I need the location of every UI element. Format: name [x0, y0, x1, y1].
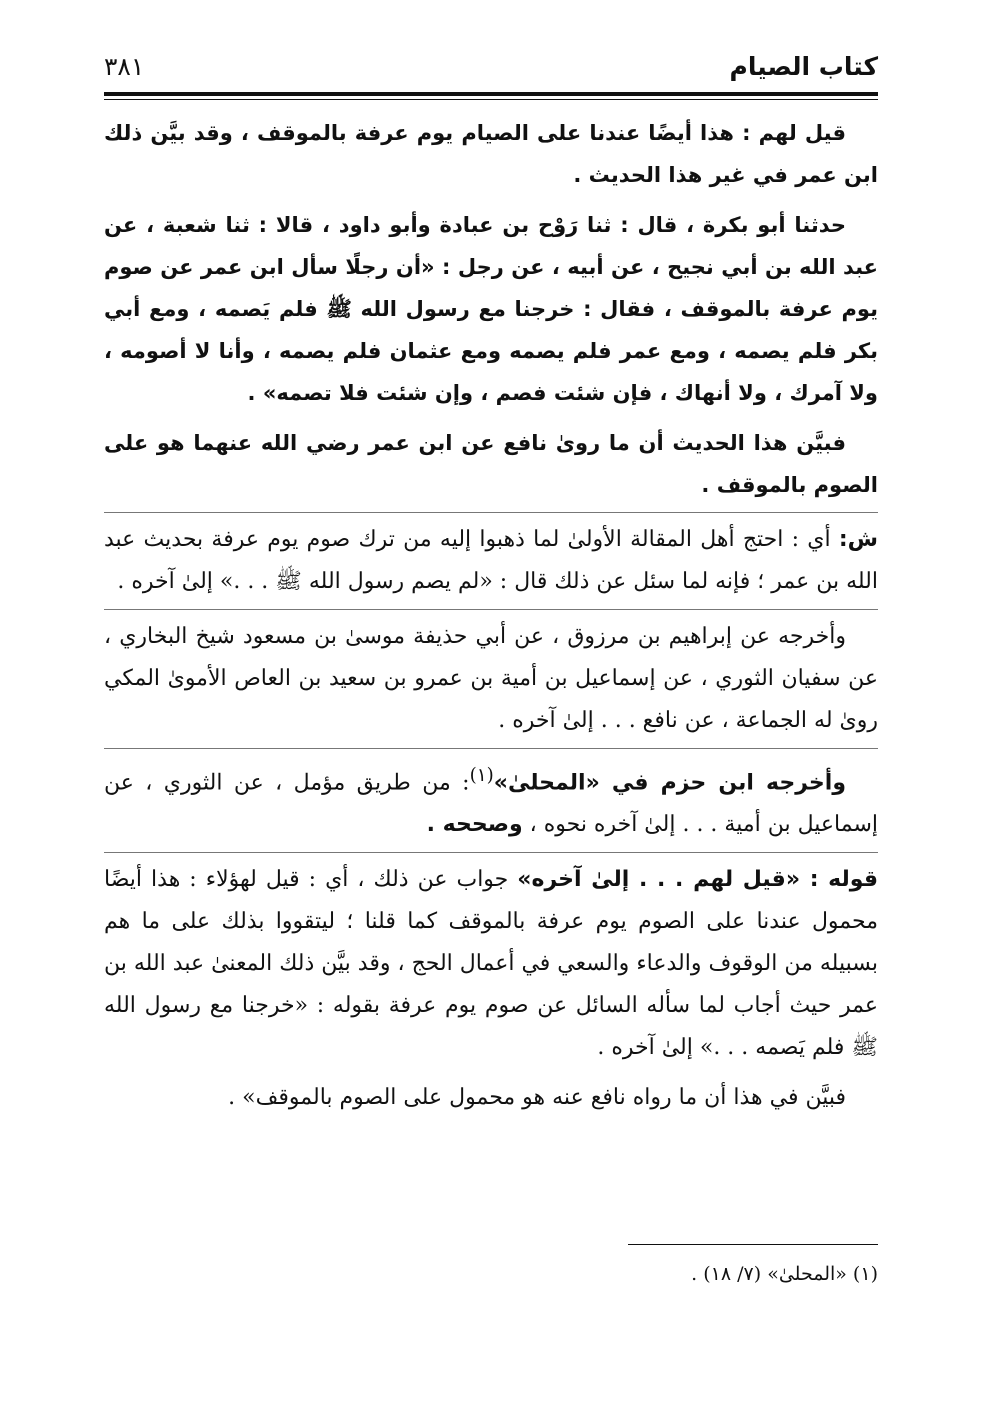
section-separator — [104, 512, 878, 513]
sahhaha-word: وصححه . — [426, 812, 523, 838]
header-rule-thin — [104, 99, 878, 100]
section-separator-3 — [104, 748, 878, 749]
page-number: ٣٨١ — [104, 52, 145, 81]
chapter-title: كتاب الصيام — [729, 52, 878, 81]
page-header — [104, 48, 878, 92]
footnote: (١) «المحلىٰ» (٧/ ١٨) . — [691, 1263, 878, 1285]
page-body — [104, 112, 878, 1119]
paragraph-sharh-4 — [104, 859, 878, 1069]
paragraph-matn-3: فبيَّن هذا الحديث أن ما روىٰ نافع عن ابن عمر رضي الله عنهما هو على الصوم بالموقف . — [104, 431, 878, 497]
ibn-hazm-text: : من طريق مؤمل ، عن الثوري ، عن إسماعيل بن أمية . . . إلىٰ آخره نحوه ، — [104, 770, 878, 838]
sharh-text: أي : احتج أهل المقالة الأولىٰ لما ذهبوا إليه من ترك صوم يوم عرفة بحديث عبد الله بن عمر ؛ فإنه لما سئل عن ذلك قال : «لم يصم رسول الله ﷺ . . .» إلىٰ آخره . — [104, 527, 878, 594]
paragraph-sharh-2: وأخرجه عن إبراهيم بن مرزوق ، عن أبي حذيفة موسىٰ بن مسعود شيخ البخاري ، عن سفيان الثوري ، عن إسماعيل بن أمية بن عمرو بن سعيد بن العاص الأموىٰ المكي روىٰ له الجماعة ، عن نافع . . . إلىٰ آخره . — [104, 624, 878, 733]
section-separator-4 — [104, 852, 878, 853]
paragraph-matn-2: حدثنا أبو بكرة ، قال : ثنا رَوْح بن عبادة وأبو داود ، قالا : ثنا شعبة ، عن عبد الله بن أبي نجيح ، عن أبيه ، عن رجل : «أن رجلًا سأل ابن عمر عن صوم يوم عرفة بالموقف ، فقال : خرجنا مع رسول الله ﷺ فلم يَصمه ، ومع أبي بكر فلم يصمه ، ومع عمر فلم يصمه ومع عثمان فلم يصمه ، وأنا لا أصومه ، ولا آمرك ، ولا أنهاك ، فإن شئت فصم ، وإن شئت فلا تصمه» . — [104, 213, 878, 405]
paragraph-matn-1: قيل لهم : هذا أيضًا عندنا على الصيام يوم عرفة بالموقف ، وقد بيَّن ذلك ابن عمر في غير هذا الحديث . — [104, 121, 878, 187]
book-page — [104, 48, 878, 1368]
ibn-hazm-ref: وأخرجه ابن حزم في «المحلىٰ» — [493, 770, 846, 796]
footnote-rule — [628, 1244, 878, 1245]
header-rule-thick — [104, 92, 878, 96]
qawluhu-label: قوله : «قيل لهم . . . إلىٰ آخره» — [517, 867, 878, 893]
paragraph-sharh-1 — [104, 519, 878, 603]
paragraph-sharh-3 — [104, 755, 878, 846]
section-separator-2 — [104, 609, 878, 610]
paragraph-sharh-5: فبيَّن في هذا أن ما رواه نافع عنه هو محمول على الصوم بالموقف» . — [228, 1085, 846, 1111]
sharh-label: ش: — [838, 527, 878, 552]
footnote-marker[interactable]: (١) — [469, 765, 494, 786]
qawluhu-text: جواب عن ذلك ، أي : قيل لهؤلاء : هذا أيضًا محمول عندنا على الصوم يوم عرفة بالموقف كما قلنا ؛ ليتقووا بذلك على ما هم بسبيله من الوقوف والدعاء والسعي في أعمال الحج ، وقد بيَّن ذلك المعنىٰ عبد الله بن عمر حيث أجاب لما سأله السائل عن صوم يوم عرفة بقوله : «خرجنا مع رسول الله ﷺ فلم يَصمه . . .» إلىٰ آخره . — [104, 867, 878, 1061]
